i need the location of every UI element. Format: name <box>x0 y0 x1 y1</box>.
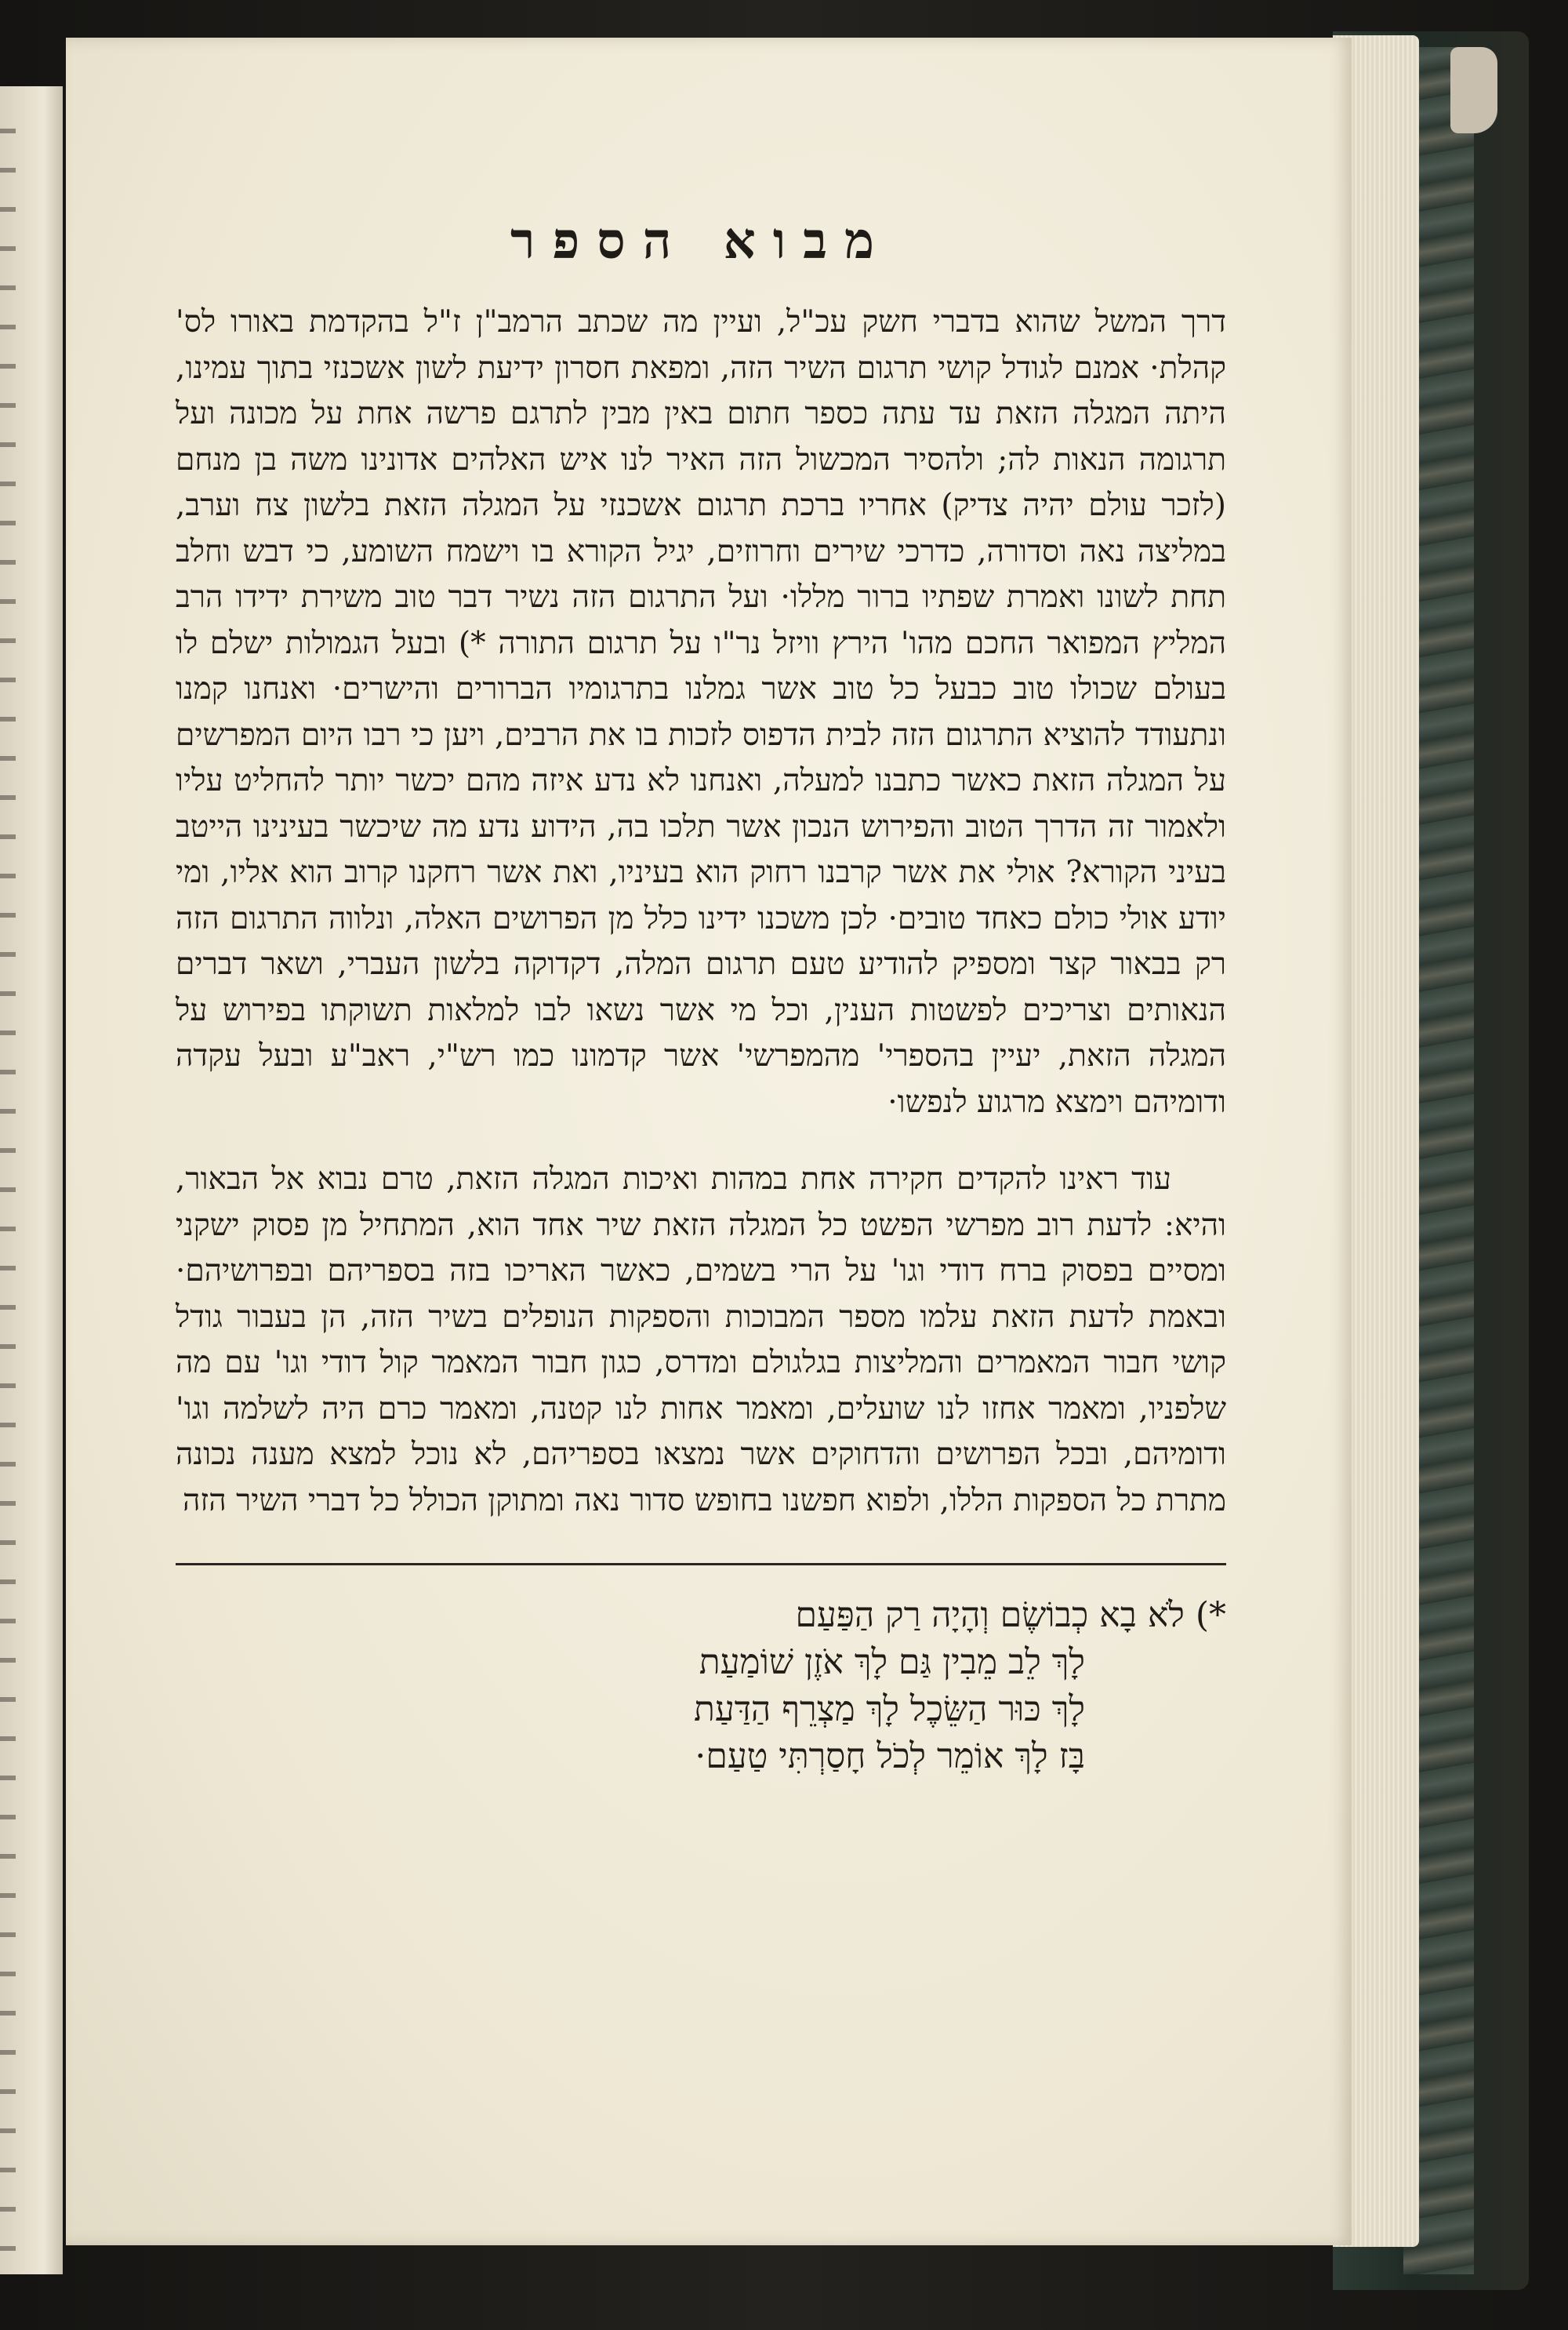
footnote-poem <box>176 1592 1226 1780</box>
page-title: מבוא הספר <box>510 212 891 271</box>
paragraph-2: עוד ראינו להקדים חקירה אחת במהות ואיכות המגלה הזאת, טרם נבוא אל הבאור, והיא: לדעת רוב מפרשי הפשט כל המגלה הזאת שיר אחד הוא, המתחיל מן פסוק ישקני ומסיים בפסוק ברח דודי וגו' על הרי בשמים, כאשר האריכו בזה בספריהם ובפרושיהם· ובאמת לדעת הזאת עלמו מספר המבוכות והספקות הנופלים בשיר הזה, הן בעבור גודל קושי חבור המאמרים והמליצות בגלגולם ומדרס, כגון חבור המאמר קול דודי וגו' עם מה שלפניו, ומאמר אחזו לנו שועלים, ומאמר אחות לנו קטנה, ומאמר כרם היה לשלמה וגו' ודומיהם, ובכל הפרושים והדחוקים אשר נמצאו בספריהם, לא נוכל למצא מענה נכונה מתרת כל הספקות הללו, ולפוא חפשנו בחופש סדור נאה ומתוקן הכולל כל דברי השיר הזה <box>176 1161 1226 1518</box>
footnote-line-1: *) לֹא בָא כְבוֹשֶׂם וְהָיָה רַק הַפַּעַם <box>795 1595 1226 1635</box>
book-page <box>66 38 1352 2245</box>
page-content <box>176 210 1226 1780</box>
cover-tear <box>1450 47 1497 133</box>
paragraph-1: דרך המשל שהוא בדברי חשק עכ"ל, ועיין מה שכתב הרמב"ן ז"ל בהקדמת באורו לס' קהלת· אמנם לגודל קושי תרגום השיר הזה, ומפאת חסרון ידיעת לשון אשכנזי בתוך עמינו, היתה המגלה הזאת עד עתה כספר חתום באין מבין לתרגם פרשה אחת על מכונה ועל תרגומה הנאות לה; ולהסיר המכשול הזה האיר לנו איש האלהים אדונינו משה בן מנחם (לזכר עולם יהיה צדיק) אחריו ברכת תרגום אשכנזי על המגלה הזאת בלשון צח וערב, במליצה נאה וסדורה, כדרכי שירים וחרוזים, יגיל הקורא בו וישמח השומע, כי דבש וחלב תחת לשונו ואמרת שפתיו ברור מללו· ועל התרגום הזה נשיר דבר טוב משירת ידידו הרב המליץ המפואר החכם מהו' הירץ וויזל נר"ו על תרגום התורה *) ובעל הגמולות ישלם לו בעולם שכולו טוב כבעל כל טוב אשר גמלנו בתרגומיו הברורים והישרים· ואנחנו קמנו ונתעודד להוציא התרגום הזה לבית הדפוס לזכות בו את הרבים, ויען כי רבו היום המפרשים על המגלה הזאת כאשר כתבנו למעלה, ואנחנו לא נדע איזה מהם יכשר יותר להחליט עליו ולאמור זה הדרך הטוב והפירוש הנכון אשר תלכו בה, הידוע נדע מה שיכשר בעינינו הייטב בעיני הקורא? אולי את אשר קרבנו רחוק הוא בעיניו, ואת אשר רחקנו קרוב הוא אליו, ומי יודע אולי כולם כאחד טובים· לכן משכנו ידינו כלל מן הפרושים האלה, ונלווה התרגום הזה רק בבאור קצר ומספיק להודיע טעם תרגום המלה, דקדוקה בלשון העברי, ושאר דברים הנאותים וצריכים לפשטות הענין, וכל מי אשר נשאו לבו למלאות תשוקתו בפירוש על המגלה הזאת, יעיין בהספרי' מהמפרשי' אשר קדמונו כמו רש"י, ראב"ע ובעל עקדה ודומיהם וימצא מרגוע לנפשו· <box>176 304 1226 1120</box>
footnote-line-3: לָךְ כּוּר הַשֵּׂכֶל לָךְ מַצְרֵף הַדַּעַת <box>694 1689 1085 1729</box>
footnote-divider <box>176 1563 1226 1565</box>
facing-page-text-edge <box>0 94 16 2259</box>
footnote-line-2: לָךְ לֵב מֵבִין גַּם לָךְ אֹזֶן שׁוֹמַעַת <box>699 1642 1085 1682</box>
footnote-line-4: בָּז לָךְ אוֹמֵר לְכֹל חָסַרְתִּי טַעַם· <box>695 1736 1085 1776</box>
